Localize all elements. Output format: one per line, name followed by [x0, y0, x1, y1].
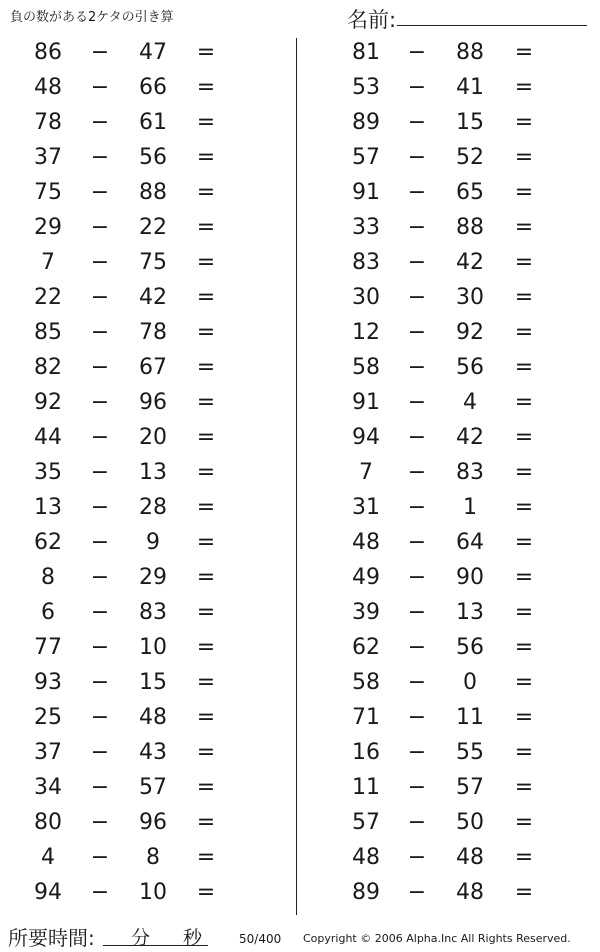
- minus-sign: −: [90, 670, 110, 695]
- page-number: 50/400: [239, 932, 282, 946]
- minuend: 33: [352, 215, 380, 240]
- minuend: 48: [352, 530, 380, 555]
- subtrahend: 8: [146, 845, 160, 870]
- problem-row: [298, 668, 600, 703]
- equals-sign: =: [196, 740, 216, 765]
- minuend: 89: [352, 880, 380, 905]
- equals-sign: =: [514, 390, 534, 415]
- problem-row: [298, 563, 600, 598]
- column-divider: [296, 38, 297, 915]
- subtrahend: 92: [456, 320, 484, 345]
- problem-row: [0, 38, 296, 73]
- subtrahend: 13: [456, 600, 484, 625]
- minus-sign: −: [90, 250, 110, 275]
- subtrahend: 88: [456, 40, 484, 65]
- minuend: 37: [34, 145, 62, 170]
- minus-sign: −: [407, 775, 427, 800]
- minus-sign: −: [407, 285, 427, 310]
- minuend: 44: [34, 425, 62, 450]
- equals-sign: =: [196, 635, 216, 660]
- minuend: 91: [352, 390, 380, 415]
- equals-sign: =: [196, 425, 216, 450]
- problem-row: [298, 143, 600, 178]
- right-problem-column: [298, 38, 600, 913]
- equals-sign: =: [196, 390, 216, 415]
- problem-row: [298, 318, 600, 353]
- equals-sign: =: [514, 40, 534, 65]
- minus-sign: −: [407, 110, 427, 135]
- subtrahend: 10: [139, 880, 167, 905]
- equals-sign: =: [196, 75, 216, 100]
- subtrahend: 42: [456, 425, 484, 450]
- minuend: 30: [352, 285, 380, 310]
- minus-sign: −: [90, 145, 110, 170]
- minuend: 6: [41, 600, 55, 625]
- equals-sign: =: [514, 355, 534, 380]
- minuend: 31: [352, 495, 380, 520]
- equals-sign: =: [514, 635, 534, 660]
- minuend: 37: [34, 740, 62, 765]
- problem-row: [0, 178, 296, 213]
- equals-sign: =: [196, 250, 216, 275]
- minuend: 62: [352, 635, 380, 660]
- subtrahend: 56: [139, 145, 167, 170]
- problem-row: [0, 738, 296, 773]
- subtrahend: 75: [139, 250, 167, 275]
- minus-sign: −: [90, 40, 110, 65]
- equals-sign: =: [196, 810, 216, 835]
- minuend: 83: [352, 250, 380, 275]
- equals-sign: =: [514, 705, 534, 730]
- minuend: 81: [352, 40, 380, 65]
- equals-sign: =: [514, 740, 534, 765]
- equals-sign: =: [514, 565, 534, 590]
- minus-sign: −: [407, 355, 427, 380]
- equals-sign: =: [196, 145, 216, 170]
- minuend: 7: [41, 250, 55, 275]
- minus-sign: −: [407, 600, 427, 625]
- minuend: 75: [34, 180, 62, 205]
- subtrahend: 9: [146, 530, 160, 555]
- equals-sign: =: [196, 355, 216, 380]
- minus-sign: −: [90, 215, 110, 240]
- subtrahend: 83: [139, 600, 167, 625]
- minuend: 78: [34, 110, 62, 135]
- minus-sign: −: [407, 495, 427, 520]
- minus-sign: −: [90, 285, 110, 310]
- equals-sign: =: [514, 600, 534, 625]
- subtrahend: 48: [456, 845, 484, 870]
- equals-sign: =: [514, 530, 534, 555]
- minuend: 49: [352, 565, 380, 590]
- minuend: 16: [352, 740, 380, 765]
- equals-sign: =: [196, 880, 216, 905]
- minus-sign: −: [90, 635, 110, 660]
- equals-sign: =: [514, 880, 534, 905]
- problem-row: [298, 423, 600, 458]
- left-problem-column: [0, 38, 296, 913]
- problem-row: [0, 283, 296, 318]
- equals-sign: =: [514, 425, 534, 450]
- problem-row: [298, 388, 600, 423]
- equals-sign: =: [514, 810, 534, 835]
- subtrahend: 88: [456, 215, 484, 240]
- minuend: 25: [34, 705, 62, 730]
- minuend: 80: [34, 810, 62, 835]
- subtrahend: 48: [456, 880, 484, 905]
- minus-sign: −: [90, 320, 110, 345]
- copyright-notice: Copyright © 2006 Alpha.Inc All Rights Reserved.: [303, 932, 571, 945]
- equals-sign: =: [514, 110, 534, 135]
- subtrahend: 48: [139, 705, 167, 730]
- equals-sign: =: [514, 250, 534, 275]
- subtrahend: 57: [139, 775, 167, 800]
- subtrahend: 96: [139, 390, 167, 415]
- minus-sign: −: [407, 180, 427, 205]
- minuend: 91: [352, 180, 380, 205]
- problem-row: [0, 108, 296, 143]
- subtrahend: 42: [139, 285, 167, 310]
- equals-sign: =: [196, 775, 216, 800]
- equals-sign: =: [514, 75, 534, 100]
- problem-row: [298, 843, 600, 878]
- minus-sign: −: [90, 775, 110, 800]
- subtrahend: 41: [456, 75, 484, 100]
- subtrahend: 43: [139, 740, 167, 765]
- equals-sign: =: [196, 460, 216, 485]
- minus-sign: −: [407, 635, 427, 660]
- problem-row: [298, 213, 600, 248]
- subtrahend: 55: [456, 740, 484, 765]
- problem-row: [0, 458, 296, 493]
- minus-sign: −: [90, 110, 110, 135]
- minus-sign: −: [407, 425, 427, 450]
- minuend: 93: [34, 670, 62, 695]
- problem-row: [298, 458, 600, 493]
- subtrahend: 10: [139, 635, 167, 660]
- subtrahend: 96: [139, 810, 167, 835]
- minus-sign: −: [90, 565, 110, 590]
- problem-row: [0, 808, 296, 843]
- equals-sign: =: [514, 180, 534, 205]
- equals-sign: =: [514, 460, 534, 485]
- equals-sign: =: [514, 320, 534, 345]
- subtrahend: 15: [139, 670, 167, 695]
- minuend: 58: [352, 670, 380, 695]
- equals-sign: =: [514, 495, 534, 520]
- minuend: 94: [34, 880, 62, 905]
- minuend: 35: [34, 460, 62, 485]
- subtrahend: 50: [456, 810, 484, 835]
- equals-sign: =: [514, 670, 534, 695]
- subtrahend: 1: [463, 495, 477, 520]
- minus-sign: −: [407, 75, 427, 100]
- minuend: 48: [34, 75, 62, 100]
- subtrahend: 29: [139, 565, 167, 590]
- equals-sign: =: [196, 600, 216, 625]
- subtrahend: 83: [456, 460, 484, 485]
- minuend: 62: [34, 530, 62, 555]
- subtrahend: 65: [456, 180, 484, 205]
- minus-sign: −: [90, 460, 110, 485]
- minus-sign: −: [90, 530, 110, 555]
- problem-row: [298, 598, 600, 633]
- minus-sign: −: [407, 670, 427, 695]
- problem-row: [298, 703, 600, 738]
- problem-row: [298, 633, 600, 668]
- subtrahend: 15: [456, 110, 484, 135]
- equals-sign: =: [196, 705, 216, 730]
- subtrahend: 64: [456, 530, 484, 555]
- subtrahend: 66: [139, 75, 167, 100]
- name-field: [347, 4, 587, 32]
- minus-sign: −: [407, 705, 427, 730]
- problem-row: [298, 773, 600, 808]
- problem-row: [298, 493, 600, 528]
- minuend: 4: [41, 845, 55, 870]
- equals-sign: =: [196, 495, 216, 520]
- subtrahend: 13: [139, 460, 167, 485]
- equals-sign: =: [196, 530, 216, 555]
- equals-sign: =: [514, 775, 534, 800]
- minus-sign: −: [90, 810, 110, 835]
- worksheet-title: 負の数がある2ケタの引き算: [10, 10, 174, 25]
- minus-sign: −: [90, 180, 110, 205]
- minus-sign: −: [407, 215, 427, 240]
- equals-sign: =: [196, 180, 216, 205]
- minus-sign: −: [407, 530, 427, 555]
- equals-sign: =: [196, 565, 216, 590]
- minuend: 92: [34, 390, 62, 415]
- minus-sign: −: [90, 705, 110, 730]
- problem-row: [0, 73, 296, 108]
- problem-row: [298, 808, 600, 843]
- minus-sign: −: [90, 355, 110, 380]
- problem-row: [298, 738, 600, 773]
- subtrahend: 90: [456, 565, 484, 590]
- minus-sign: −: [90, 845, 110, 870]
- minuend: 57: [352, 810, 380, 835]
- equals-sign: =: [514, 845, 534, 870]
- minuend: 86: [34, 40, 62, 65]
- problem-row: [0, 493, 296, 528]
- minuend: 39: [352, 600, 380, 625]
- problem-row: [0, 388, 296, 423]
- equals-sign: =: [196, 215, 216, 240]
- minuend: 48: [352, 845, 380, 870]
- equals-sign: =: [196, 845, 216, 870]
- time-field: [8, 922, 208, 950]
- problem-row: [0, 843, 296, 878]
- second-unit: 秒: [183, 927, 203, 949]
- subtrahend: 4: [463, 390, 477, 415]
- problem-row: [298, 108, 600, 143]
- minuend: 71: [352, 705, 380, 730]
- problem-row: [0, 598, 296, 633]
- problem-row: [298, 178, 600, 213]
- minuend: 12: [352, 320, 380, 345]
- minus-sign: −: [407, 845, 427, 870]
- subtrahend: 88: [139, 180, 167, 205]
- problem-row: [298, 248, 600, 283]
- minuend: 8: [41, 565, 55, 590]
- subtrahend: 78: [139, 320, 167, 345]
- minus-sign: −: [407, 880, 427, 905]
- problem-row: [0, 878, 296, 913]
- name-label: 名前:: [347, 8, 397, 32]
- subtrahend: 47: [139, 40, 167, 65]
- minus-sign: −: [407, 250, 427, 275]
- equals-sign: =: [196, 110, 216, 135]
- problem-row: [0, 248, 296, 283]
- problem-row: [0, 318, 296, 353]
- subtrahend: 56: [456, 635, 484, 660]
- minus-sign: −: [407, 565, 427, 590]
- minuend: 7: [359, 460, 373, 485]
- problem-row: [298, 38, 600, 73]
- subtrahend: 56: [456, 355, 484, 380]
- problem-row: [0, 423, 296, 458]
- equals-sign: =: [196, 320, 216, 345]
- subtrahend: 28: [139, 495, 167, 520]
- minus-sign: −: [407, 460, 427, 485]
- time-label: 所要時間:: [8, 926, 95, 950]
- minuend: 57: [352, 145, 380, 170]
- minus-sign: −: [407, 40, 427, 65]
- problem-row: [298, 528, 600, 563]
- minus-sign: −: [90, 740, 110, 765]
- minuend: 89: [352, 110, 380, 135]
- problem-row: [0, 703, 296, 738]
- subtrahend: 57: [456, 775, 484, 800]
- minuend: 82: [34, 355, 62, 380]
- subtrahend: 20: [139, 425, 167, 450]
- minus-sign: −: [90, 600, 110, 625]
- subtrahend: 30: [456, 285, 484, 310]
- problem-row: [298, 283, 600, 318]
- minus-sign: −: [90, 880, 110, 905]
- minuend: 58: [352, 355, 380, 380]
- problem-row: [0, 563, 296, 598]
- problem-row: [0, 213, 296, 248]
- minuend: 94: [352, 425, 380, 450]
- subtrahend: 42: [456, 250, 484, 275]
- problem-row: [298, 878, 600, 913]
- minus-sign: −: [90, 495, 110, 520]
- minus-sign: −: [90, 425, 110, 450]
- subtrahend: 0: [463, 670, 477, 695]
- minus-sign: −: [407, 145, 427, 170]
- minus-sign: −: [407, 390, 427, 415]
- equals-sign: =: [514, 285, 534, 310]
- minuend: 85: [34, 320, 62, 345]
- subtrahend: 11: [456, 705, 484, 730]
- minuend: 11: [352, 775, 380, 800]
- minus-sign: −: [407, 740, 427, 765]
- minuend: 34: [34, 775, 62, 800]
- minuend: 13: [34, 495, 62, 520]
- subtrahend: 67: [139, 355, 167, 380]
- equals-sign: =: [196, 40, 216, 65]
- minuend: 29: [34, 215, 62, 240]
- problem-row: [298, 73, 600, 108]
- minuend: 77: [34, 635, 62, 660]
- problem-row: [298, 353, 600, 388]
- minuend: 53: [352, 75, 380, 100]
- minus-sign: −: [90, 75, 110, 100]
- minus-sign: −: [407, 810, 427, 835]
- problem-row: [0, 633, 296, 668]
- minus-sign: −: [90, 390, 110, 415]
- minute-unit: 分: [131, 927, 151, 949]
- problem-row: [0, 528, 296, 563]
- problem-row: [0, 773, 296, 808]
- subtrahend: 52: [456, 145, 484, 170]
- minus-sign: −: [407, 320, 427, 345]
- problem-row: [0, 668, 296, 703]
- subtrahend: 22: [139, 215, 167, 240]
- minuend: 22: [34, 285, 62, 310]
- equals-sign: =: [196, 285, 216, 310]
- subtrahend: 61: [139, 110, 167, 135]
- name-underline: [397, 25, 587, 26]
- equals-sign: =: [514, 215, 534, 240]
- equals-sign: =: [514, 145, 534, 170]
- problem-row: [0, 143, 296, 178]
- equals-sign: =: [196, 670, 216, 695]
- problem-row: [0, 353, 296, 388]
